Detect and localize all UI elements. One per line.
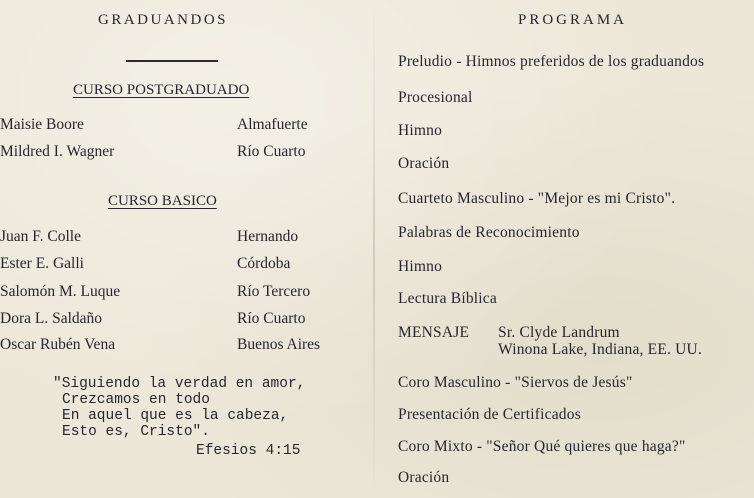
program-item: Palabras de Reconocimiento (398, 224, 580, 241)
program-item: Cuarteto Masculino - "Mejor es mi Cristo". (398, 190, 676, 207)
basic-place: Hernando (237, 228, 299, 245)
heading-divider (126, 60, 218, 62)
program-heading: PROGRAMA (518, 12, 628, 28)
basic-place: Río Tercero (237, 283, 311, 300)
program-item: Presentación de Certificados (398, 406, 581, 423)
program-item: Himno (398, 258, 443, 275)
postgrad-name: Maisie Boore (0, 116, 84, 133)
basic-name: Dora L. Saldaño (0, 310, 103, 327)
quote-reference: Efesios 4:15 (196, 443, 301, 459)
postgrad-place: Almafuerte (237, 116, 308, 133)
center-fold (373, 0, 375, 498)
program-item: Coro Mixto - "Señor Qué quieres que haga?" (398, 438, 686, 455)
program-item: Preludio - Himnos preferidos de los graduandos (398, 53, 705, 70)
postgrad-title: CURSO POSTGRADUADO (73, 82, 250, 98)
quote-line: Esto es, Cristo". (62, 424, 210, 440)
postgrad-name: Mildred I. Wagner (0, 143, 115, 160)
graduates-heading: GRADUANDOS (98, 12, 229, 28)
program-item: Lectura Bíblica (398, 290, 497, 307)
program-item: Himno (398, 122, 443, 139)
quote-line: Crezcamos en todo (62, 392, 210, 408)
program-item: Coro Masculino - "Siervos de Jesús" (398, 374, 633, 391)
message-label: MENSAJE (398, 324, 470, 341)
basic-name: Oscar Rubén Vena (0, 336, 116, 353)
quote-line: "Siguiendo la verdad en amor, (53, 376, 306, 392)
basic-place: Córdoba (237, 255, 291, 272)
program-item: Oración (398, 469, 450, 486)
basic-place: Río Cuarto (237, 310, 306, 327)
basic-name: Salomón M. Luque (0, 283, 121, 300)
basic-title: CURSO BASICO (108, 193, 217, 209)
basic-name: Juan F. Colle (0, 228, 81, 245)
program-item: Procesional (398, 89, 473, 106)
message-location: Winona Lake, Indiana, EE. UU. (498, 341, 703, 358)
program-item: Oración (398, 155, 450, 172)
basic-place: Buenos Aires (237, 336, 321, 353)
postgrad-place: Río Cuarto (237, 143, 306, 160)
basic-name: Ester E. Galli (0, 255, 84, 272)
quote-line: En aquel que es la cabeza, (62, 408, 289, 424)
message-speaker: Sr. Clyde Landrum (498, 324, 620, 341)
